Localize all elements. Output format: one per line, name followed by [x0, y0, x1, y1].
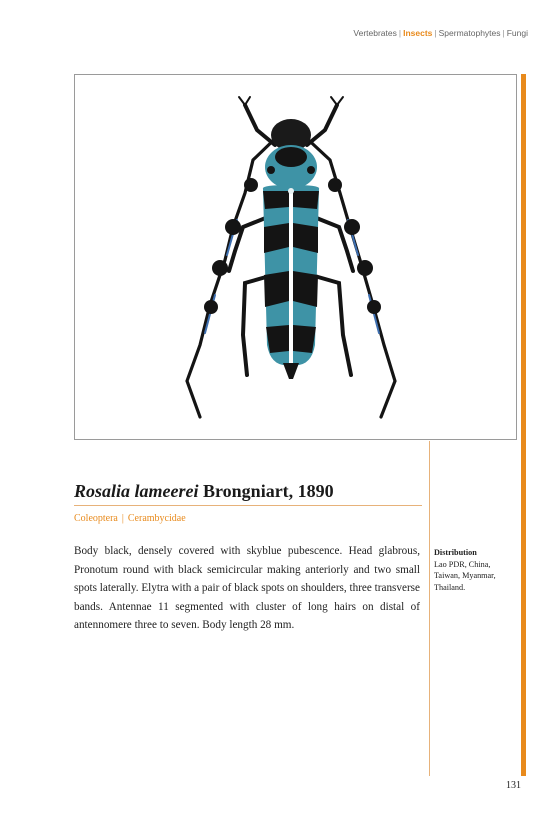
nav-separator: | [434, 28, 437, 38]
taxon-separator: | [121, 513, 124, 524]
distribution-box [434, 547, 516, 593]
nav-separator: | [502, 28, 505, 38]
nav-item-insects[interactable]: Insects [403, 28, 433, 38]
distribution-text: Lao PDR, China, Taiwan, Myanmar, Thailand. [434, 559, 496, 592]
nav-item-fungi[interactable]: Fungi [506, 28, 528, 38]
beetle-illustration [75, 75, 516, 439]
species-description: Body black, densely covered with skyblue pubescence. Head glabrous, Pronotum round with black semicircular making anteriorly and two small spots laterally. Elytra with a pair of black spots on shoulders, three transverse bands. Antennae 11 segmented with cluster of long hairs on distal of antennomere three to seven. Body length 28 mm. [74, 545, 420, 631]
taxonomy-line [74, 513, 186, 524]
specimen-photo [74, 74, 517, 440]
column-divider [429, 441, 430, 776]
species-name: Rosalia lameerei [74, 481, 199, 501]
taxon-family: Cerambycidae [127, 513, 186, 524]
nav-item-vertebrates[interactable]: Vertebrates [353, 28, 397, 38]
accent-bar [521, 74, 526, 776]
nav-item-spermatophytes[interactable]: Spermatophytes [438, 28, 501, 38]
species-authority: Brongniart, 1890 [203, 481, 334, 501]
page-number: 131 [506, 780, 521, 791]
taxon-order: Coleoptera [74, 513, 118, 524]
species-title [74, 481, 334, 502]
section-nav [353, 28, 528, 38]
nav-separator: | [398, 28, 402, 38]
title-divider [74, 505, 422, 506]
distribution-heading: Distribution [434, 548, 477, 557]
